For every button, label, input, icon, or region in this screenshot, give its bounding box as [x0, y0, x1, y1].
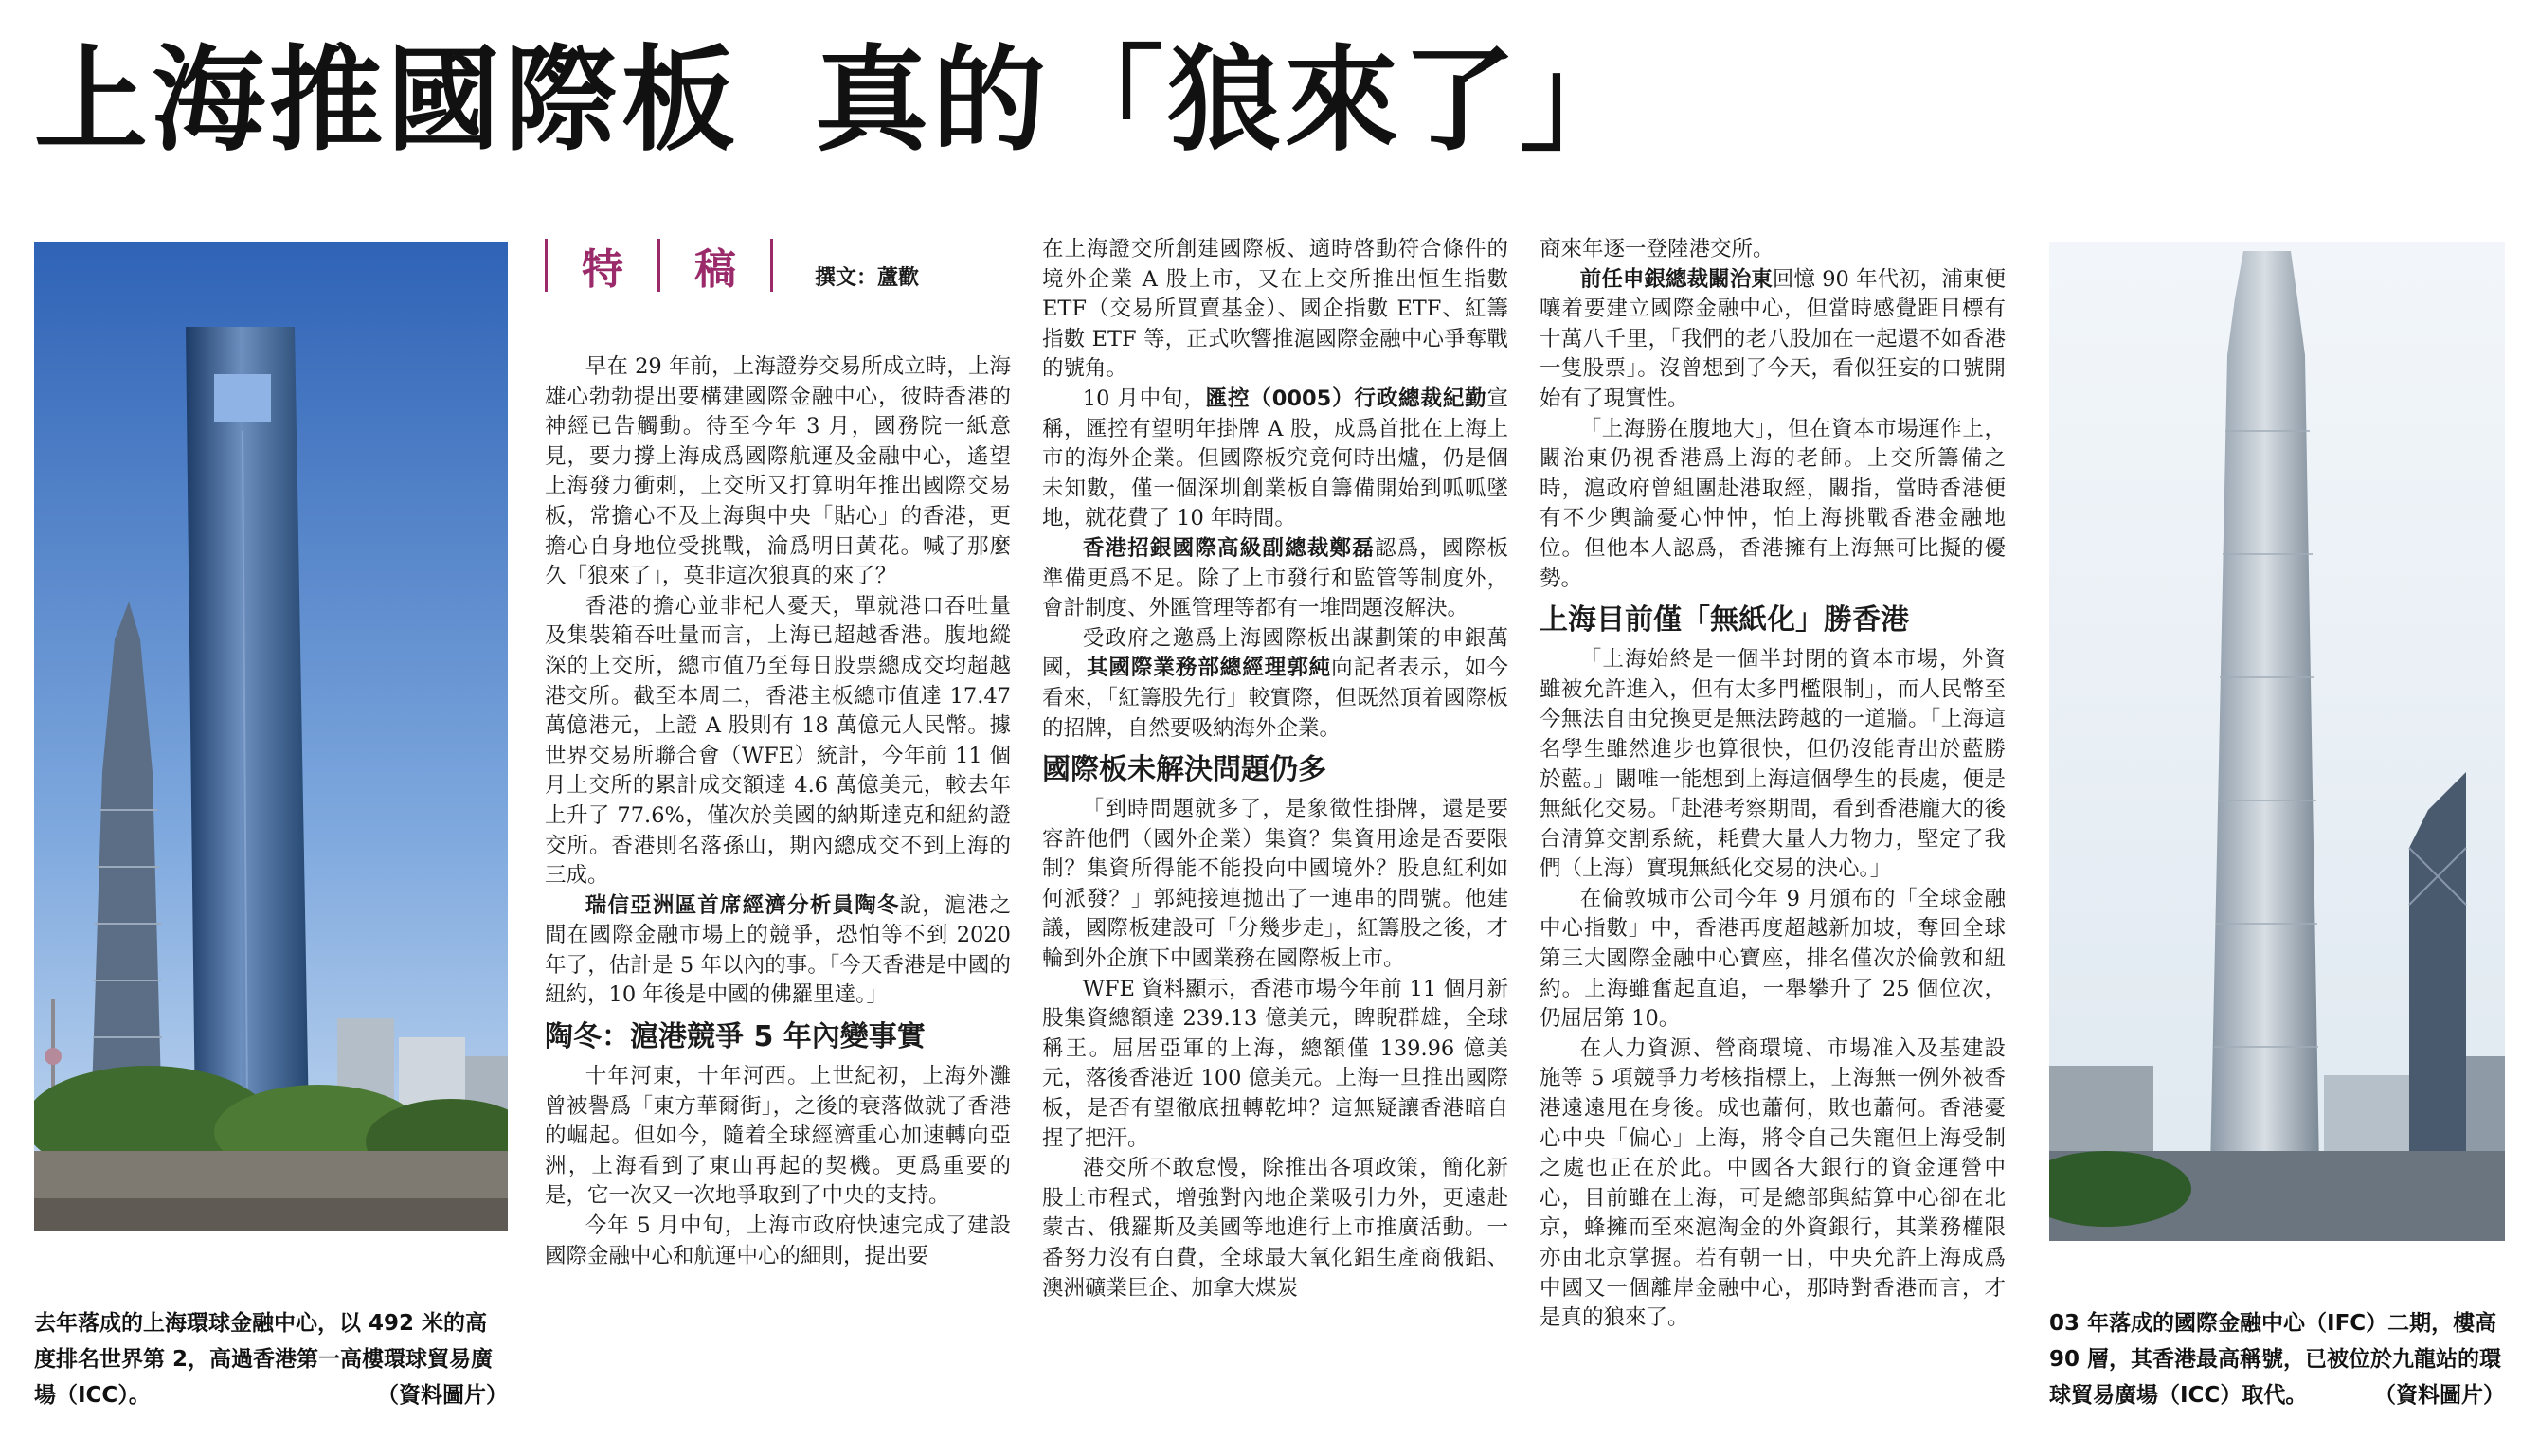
paragraph: 「上海始終是一個半封閉的資本市場，外資雖被允許進入，但有太多門檻限制」，而人民幣至今無法自由兌換更是無法跨越的一道牆。「上海這名學生雖然進步也算很快，但仍沒能青出於藍勝於藍。」闞唯一能想到上海這個學生的長處，便是無紙化交易。「赴港考察期間，看到香港龐大的後台清算交割系統，耗費大量人力物力，堅定了我們（上海）實現無紙化交易的決心。」	[1540, 647, 2006, 882]
caption-left-source: （資料圖片）	[377, 1383, 508, 1408]
paragraph: 在人力資源、營商環境、市場准入及基建設施等 5 項競爭力考核指標上，上海無一例外被香港遠遠甩在身後。成也蕭何，敗也蕭何。香港憂心中央「偏心」上海，將令自己失寵但上海受制之處也正在於此。中國各大銀行的資金運營中心，目前雖在上海，可是總部與結算中心卻在北京，蜂擁而至來滬淘金的外資銀行，其業務權限亦由北京掌握。若有朝一日，中央允許上海成爲中國又一個離岸金融中心，那時對香港而言，才是真的狼來了。	[1540, 1035, 2006, 1331]
tag-char-2: 稿	[694, 245, 736, 294]
paragraph: 在倫敦城市公司今年 9 月頒布的「全球金融中心指數」中，香港再度超越新加坡，奪回全球第三大國際金融中心寶座，排名僅次於倫敦和紐約。上海雖奮起直追，一舉攀升了 25 個位次，仍屈居第 10。	[1540, 886, 2006, 1032]
paragraph: 香港招銀國際高級副總裁鄭磊認爲，國際板準備更爲不足。除了上市發行和監管等制度外，會計制度、外匯管理等都有一堆問題沒解決。	[1042, 535, 1508, 621]
paragraph: 今年 5 月中旬，上海市政府快速完成了建設國際金融中心和航運中心的細則，提出要	[545, 1213, 1011, 1268]
paragraph: 10 月中旬，匯控（0005）行政總裁紀勤宣稱，匯控有望明年掛牌 A 股，成爲首批在上海上市的海外企業。但國際板究竟何時出爐，仍是個未知數，僅一個深圳創業板自籌備開始到呱呱墜地，就花費了 10 年時間。	[1042, 386, 1508, 531]
caption-left	[34, 1305, 508, 1413]
paragraph: 「上海勝在腹地大」，但在資本市場運作上，闞治東仍視香港爲上海的老師。上交所籌備之時，滬政府曾組團赴港取經，闞指，當時香港便有不少輿論憂心忡忡，怕上海挑戰香港金融地位。但他本人認爲，香港擁有上海無可比擬的優勢。	[1540, 416, 2006, 591]
tag-divider	[545, 239, 548, 292]
paragraph: 港交所不敢怠慢，除推出各項政策，簡化新股上市程式，增強對內地企業吸引力外，更遠赴蒙古、俄羅斯及美國等地進行上市推廣活動。一番努力沒有白費，全球最大氧化鋁生產商俄鋁、澳洲礦業巨企、加拿大煤炭	[1042, 1156, 1508, 1301]
subheading: 上海目前僅「無紙化」勝香港	[1540, 603, 1909, 638]
article-column-2	[1042, 235, 1508, 1303]
caption-right-text: 03 年落成的國際金融中心（IFC）二期，樓高 90 層，其香港最高稱號，已被位於九龍站的環球貿易廣場（ICC）取代。	[2049, 1311, 2502, 1408]
source-name: 其國際業務部總經理郭純	[1086, 656, 1332, 681]
subheading: 國際板未解決問題仍多	[1042, 753, 1326, 787]
source-name: 香港招銀國際高級副總裁鄭磊	[1082, 535, 1375, 561]
paragraph: 受政府之邀爲上海國際板出謀劃策的申銀萬國，其國際業務部總經理郭純向記者表示，如今看來，「紅籌股先行」較實際，但既然頂着國際板的招牌，自然要吸納海外企業。	[1042, 625, 1508, 741]
feature-tag	[545, 237, 773, 294]
source-name: 瑞信亞洲區首席經濟分析員陶冬	[585, 892, 900, 918]
tag-char-1: 特	[582, 245, 623, 294]
byline: 撰文：蘆歡	[815, 266, 920, 290]
paragraph: 十年河東，十年河西。上世紀初，上海外灘曾被譽爲「東方華爾街」，之後的衰落做就了香港的崛起。但如今，隨着全球經濟重心加速轉向亞洲，上海看到了東山再起的契機。更爲重要的是，它一次又一次地爭取到了中央的支持。	[545, 1064, 1011, 1209]
headline-part1: 上海推國際板	[34, 35, 739, 167]
paragraph: 香港的擔心並非杞人憂天，單就港口吞吐量及集裝箱吞吐量而言，上海已超越香港。腹地縱深的上交所，總市值乃至每日股票總成交均超越港交所。截至本周二，香港主板總市值達 17.47 萬億港元，上證 A 股則有 18 萬億元人民幣。據世界交易所聯合會（WFE）統計，今年前 11 個月上交所的累計成交額達 4.6 萬億美元，較去年上升了 77.6%，僅次於美國的納斯達克和紐約證交所。香港則名落孫山，期內總成交不到上海的三成。	[545, 593, 1011, 889]
paragraph: 「到時問題就多了，是象徵性掛牌，還是要容許他們（國外企業）集資？集資用途是否要限制？集資所得能不能投向中國境外？股息紅利如何派發？」郭純接連拋出了一連串的問號。他建議，國際板建設可「分幾步走」，紅籌股之後，才輪到外企旗下中國業務在國際板上市。	[1042, 797, 1508, 972]
article-column-1	[545, 352, 1011, 1271]
paragraph: WFE 資料顯示，香港市場今年前 11 個月新股集資總額達 239.13 億美元，睥睨群雄，全球稱王。屈居亞軍的上海，總額僅 139.96 億美元，落後香港近 100 億美元。上海一旦推出國際板，是否有望徹底扭轉乾坤？這無疑讓香港暗自捏了把汗。	[1042, 976, 1508, 1151]
paragraph: 商來年逐一登陸港交所。	[1540, 237, 1774, 261]
article-column-3	[1540, 235, 2006, 1334]
subheading: 陶冬：滬港競爭 5 年內變事實	[545, 1020, 926, 1054]
caption-left-text: 去年落成的上海環球金融中心，以 492 米的高度排名世界第 2，高過香港第一高樓環球貿易廣場（ICC）。	[34, 1311, 494, 1408]
paragraph: 瑞信亞洲區首席經濟分析員陶冬說，滬港之間在國際金融市場上的競爭，恐怕等不到 2020 年了，估計是 5 年以內的事。「今天香港是中國的紐約，10 年後是中國的佛羅里達。」	[545, 892, 1011, 1008]
tag-divider	[657, 239, 660, 292]
source-name: 匯控（0005）行政總裁紀勤	[1205, 386, 1487, 411]
caption-right-source: （資料圖片）	[2374, 1383, 2505, 1408]
paragraph: 在上海證交所創建國際板、適時啓動符合條件的境外企業 A 股上市，又在上交所推出恒生指數 ETF（交易所買賣基金）、國企指數 ETF、紅籌指數 ETF 等，正式吹響推滬國際金融中心爭奪戰的號角。	[1042, 237, 1508, 382]
headline	[34, 21, 1637, 182]
paragraph: 早在 29 年前，上海證券交易所成立時，上海雄心勃勃提出要構建國際金融中心，彼時香港的神經已告觸動。待至今年 3 月，國務院一紙意見，要力撐上海成爲國際航運及金融中心，遙望上海發力衝刺，上交所又打算明年推出國際交易板，常擔心不及上海與中央「貼心」的香港，更擔心自身地位受挑戰，淪爲明日黃花。喊了那麼久「狼來了」，莫非這次狼真的來了？	[545, 354, 1011, 589]
tag-divider	[770, 239, 773, 292]
caption-right	[2049, 1305, 2505, 1413]
paragraph: 前任申銀總裁闞治東回憶 90 年代初，浦東便嚷着要建立國際金融中心，但當時感覺距目標有十萬八千里，「我們的老八股加在一起還不如香港一隻股票」。沒曾想到了今天，看似狂妄的口號開始有了現實性。	[1540, 266, 2006, 411]
photo-shanghai-wfc	[34, 242, 508, 1231]
headline-part2: 真的「狼來了」	[815, 35, 1637, 167]
photo-hongkong-ifc	[2049, 242, 2505, 1241]
source-name: 前任申銀總裁闞治東	[1579, 266, 1773, 292]
